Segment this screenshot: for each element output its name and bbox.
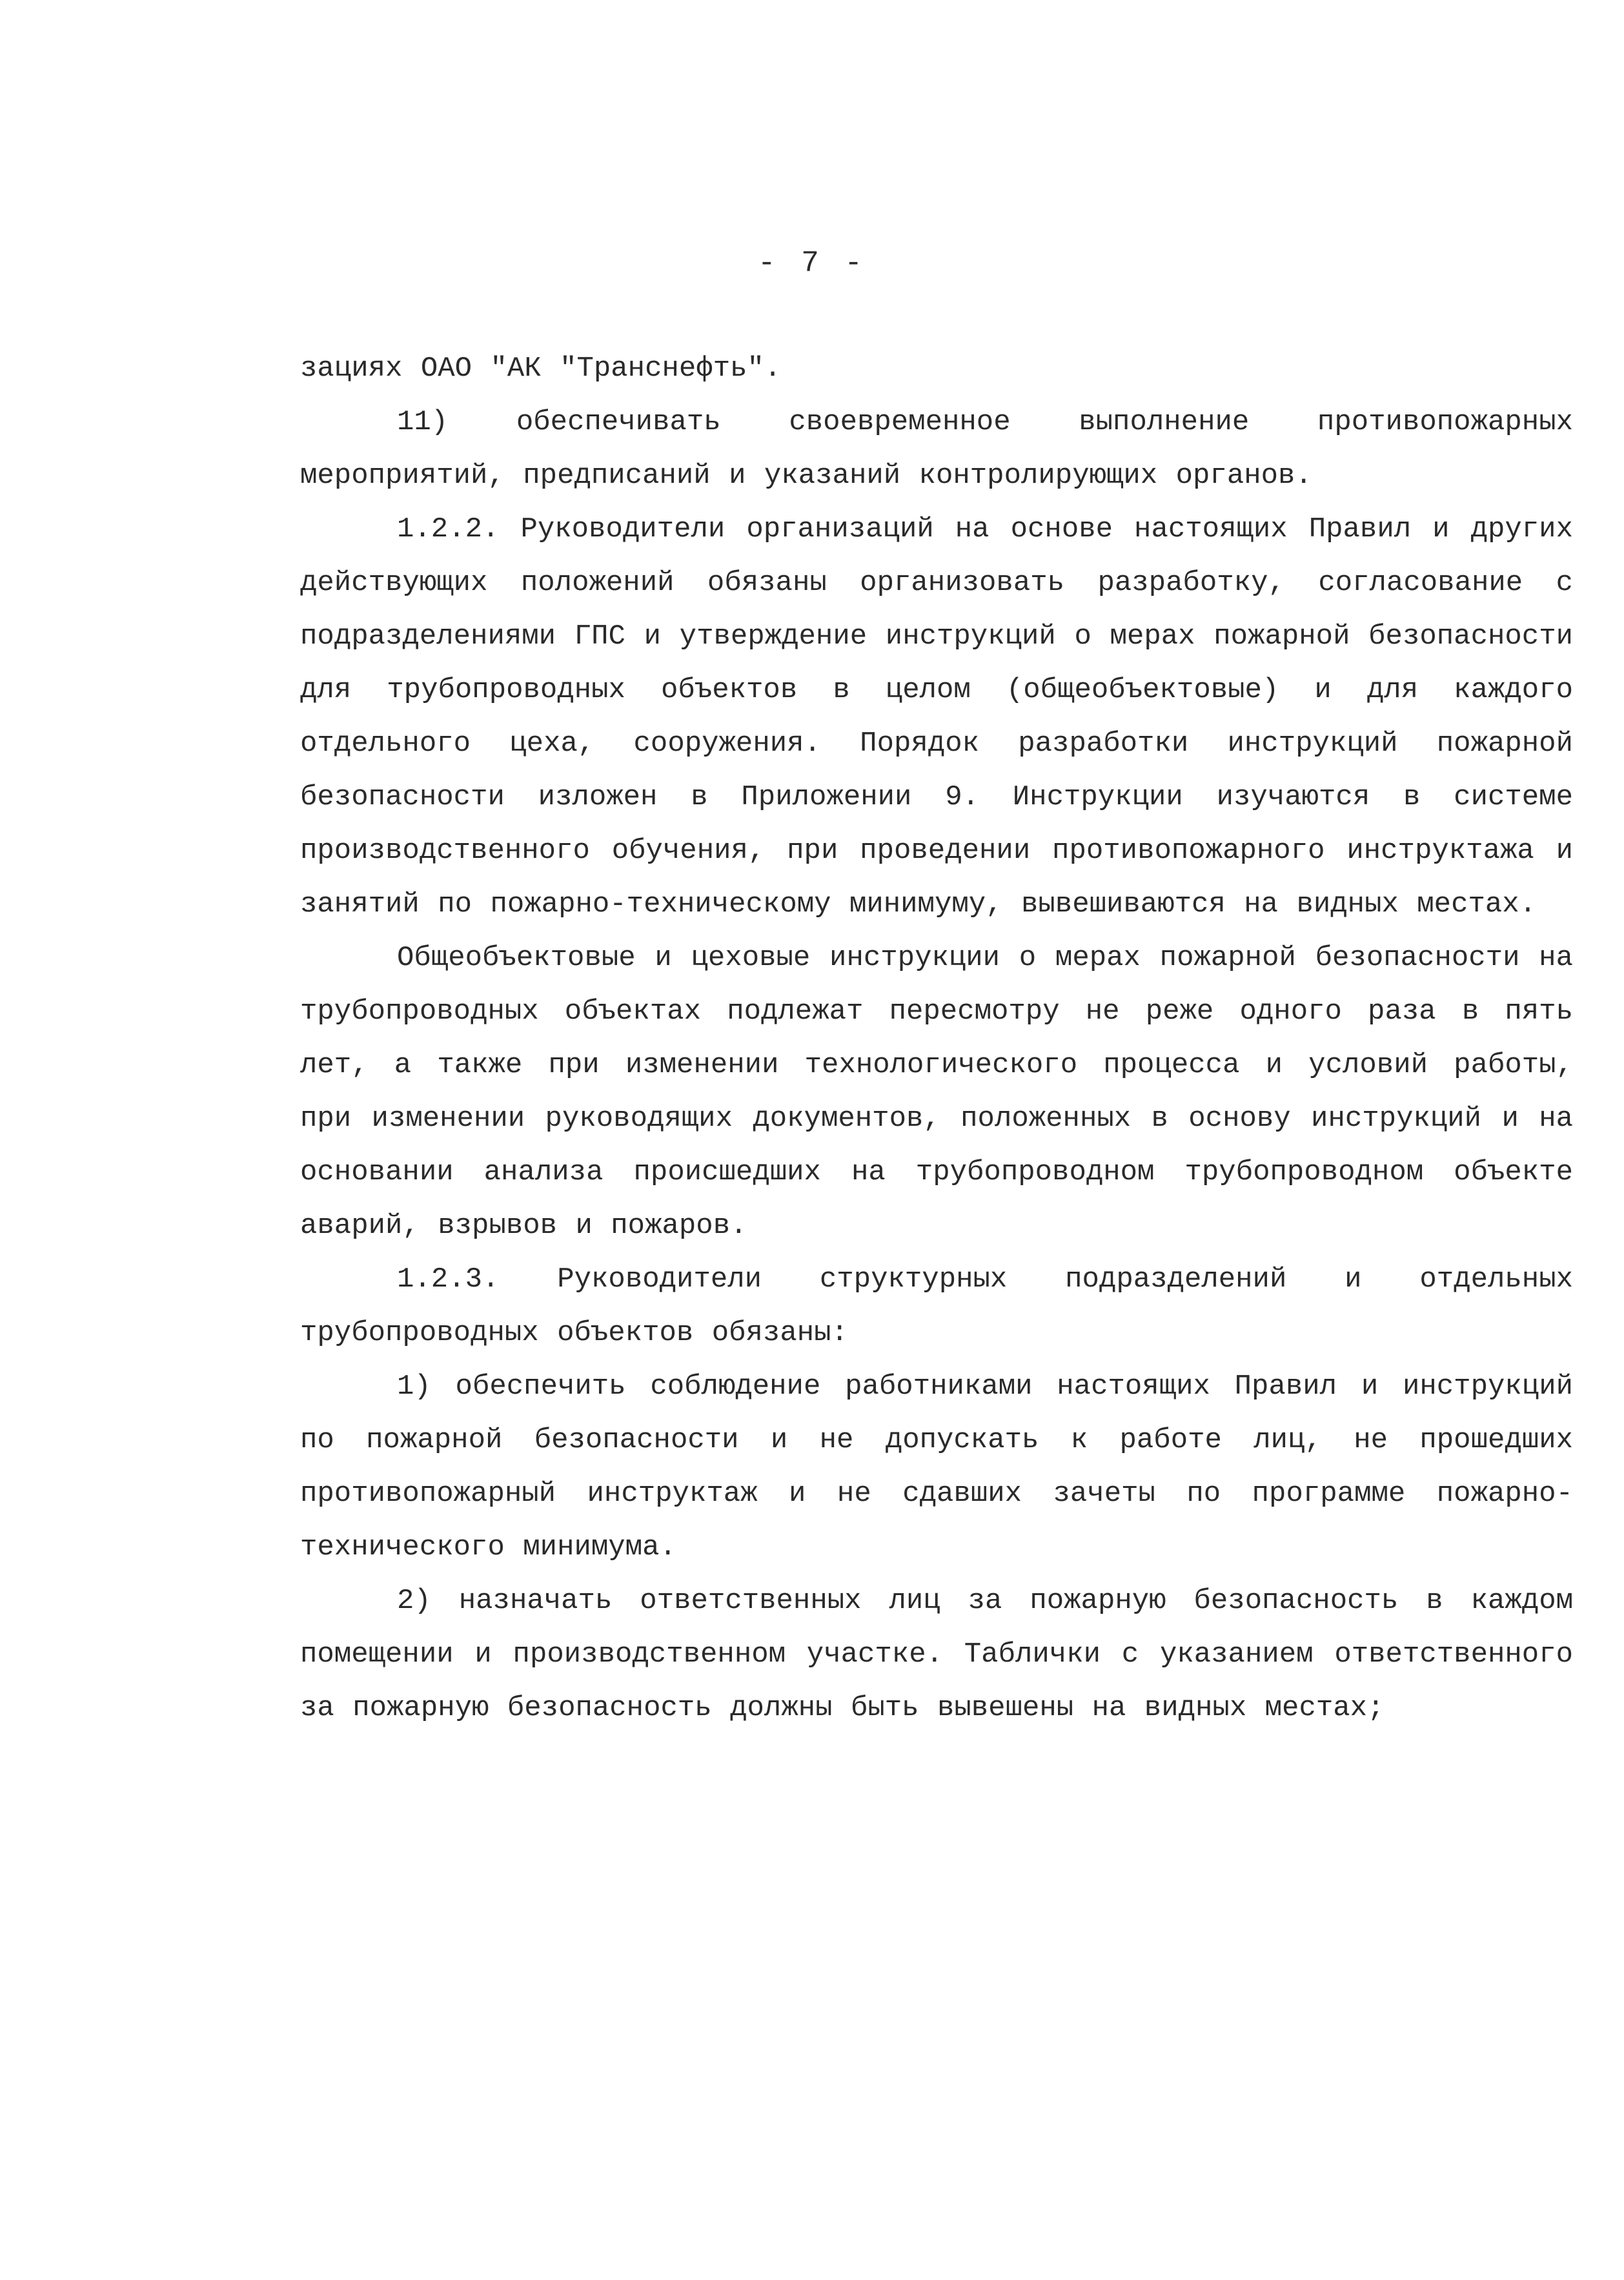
paragraph-item-1: 1) обеспечить соблюдение работниками настоящих Правил и инструкций по пожарной безопасности и не допускать к работе лиц, не прошедших противопожарный инструктаж и не сдавших зачеты по программе пожарно-технического минимума.: [300, 1370, 1573, 1563]
paragraph-instructions-review: Общеобъектовые и цеховые инструкции о мерах пожарной безопасности на трубопроводных объектах подлежат пересмотру не реже одного раза в пять лет, а также при изменении технологического процесса и условий работы, при изменении руководящих документов, положенных в основу инструкций и на основании анализа происшедших на трубопроводном трубопроводном объекте аварий, взрывов и пожаров.: [300, 942, 1573, 1242]
paragraph-item-11: 11) обеспечивать своевременное выполнение противопожарных мероприятий, предписаний и указаний контролирующих органов.: [300, 406, 1573, 492]
paragraph-section-1-2-3: 1.2.3. Руководители структурных подразделений и отдельных трубопроводных объектов обязаны:: [300, 1263, 1573, 1349]
paragraph-continuation: зациях ОАО "АК "Транснефть".: [300, 352, 782, 385]
paragraph-section-1-2-2: 1.2.2. Руководители организаций на основе настоящих Правил и других действующих положений обязаны организовать разработку, согласование с подразделениями ГПС и утверждение инструкций о мерах пожарной безопасности для трубопроводных объектов в целом (общеобъектовые) и для каждого отдельного цеха, сооружения. Порядок разработки инструкций пожарной безопасности изложен в Приложении 9. Инструкции изучаются в системе производственного обучения, при проведении противопожарного инструктажа и занятий по пожарно-техническому минимуму, вывешиваются на видных местах.: [300, 513, 1573, 921]
page-number: - 7 -: [757, 247, 867, 280]
paragraph-item-2: 2) назначать ответственных лиц за пожарную безопасность в каждом помещении и производственном участке. Таблички с указанием ответственного за пожарную безопасность должны быть вывешены на видных местах;: [300, 1585, 1573, 1724]
document-body: [300, 342, 1573, 1735]
